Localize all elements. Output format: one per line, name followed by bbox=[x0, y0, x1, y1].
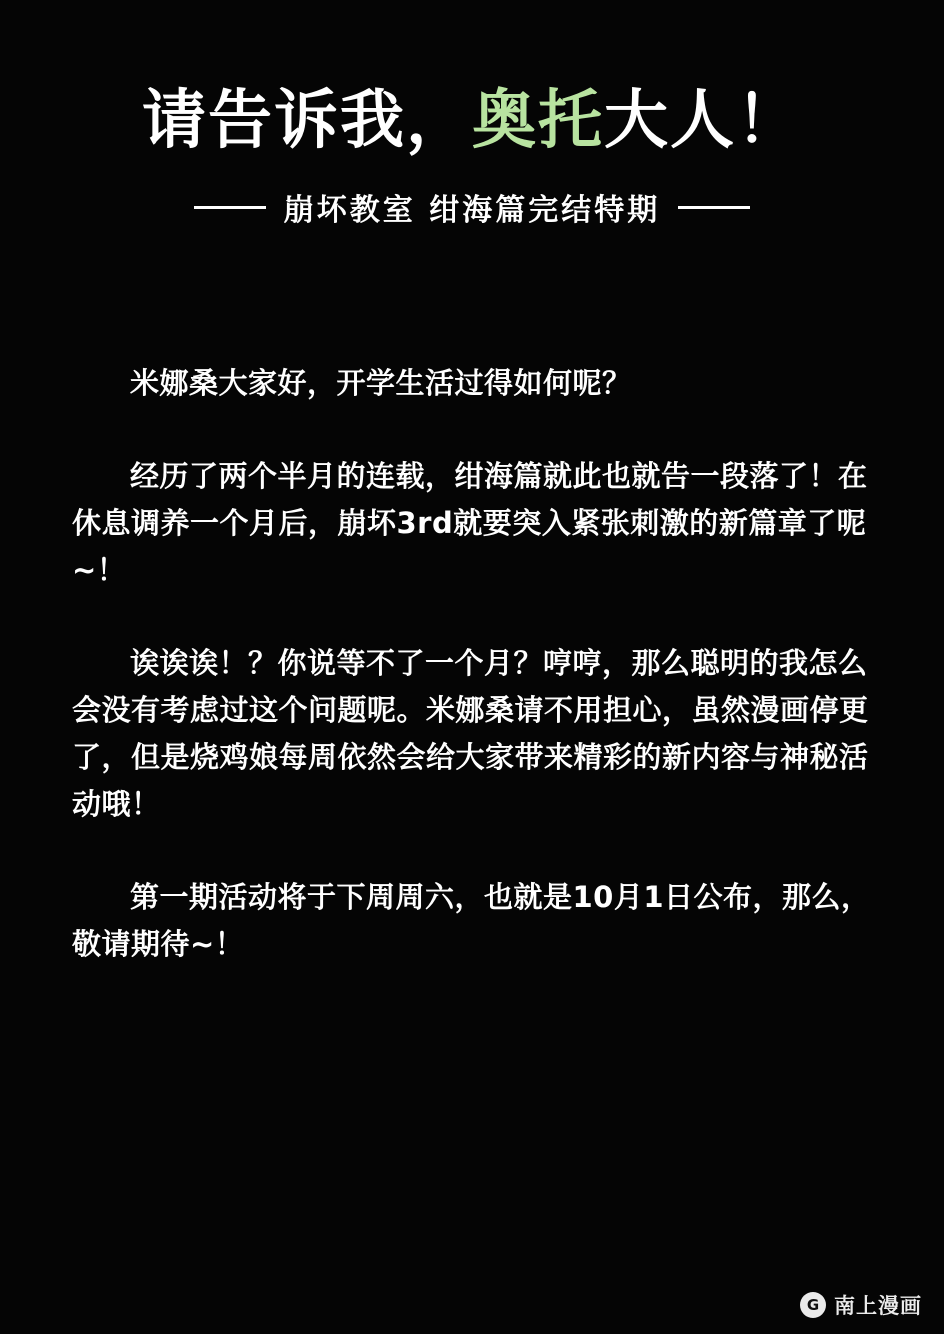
title-block bbox=[0, 84, 944, 229]
watermark bbox=[800, 1290, 922, 1320]
paragraph-3: 诶诶诶！？你说等不了一个月？哼哼，那么聪明的我怎么会没有考虑过这个问题呢。米娜桑请不用担心，虽然漫画停更了，但是烧鸡娘每周依然会给大家带来精彩的新内容与神秘活动哦！ bbox=[72, 645, 869, 821]
paragraph-2: 经历了两个半月的连载，绀海篇就此也就告一段落了！在休息调养一个月后，崩坏3rd就要突入紧张刺激的新篇章了呢~！ bbox=[72, 458, 868, 587]
subtitle-row bbox=[0, 185, 944, 229]
title-segment-1: 请告诉我， bbox=[142, 84, 472, 158]
paragraph-4: 第一期活动将于下周周六，也就是10月1日公布，那么，敬请期待~！ bbox=[72, 879, 871, 961]
watermark-label: 南上漫画 bbox=[834, 1294, 922, 1318]
page-subtitle: 崩坏教室 绀海篇完结特期 bbox=[283, 193, 661, 229]
rule-left-icon bbox=[194, 206, 266, 209]
body-copy bbox=[72, 360, 872, 968]
page-title bbox=[0, 84, 944, 158]
paragraph-1: 米娜桑大家好，开学生活过得如何呢？ bbox=[130, 366, 632, 400]
watermark-logo-icon: G bbox=[800, 1292, 826, 1318]
rule-right-icon bbox=[678, 206, 750, 209]
title-segment-3: 大人！ bbox=[604, 84, 802, 158]
title-segment-accent: 奥托 bbox=[472, 84, 604, 158]
